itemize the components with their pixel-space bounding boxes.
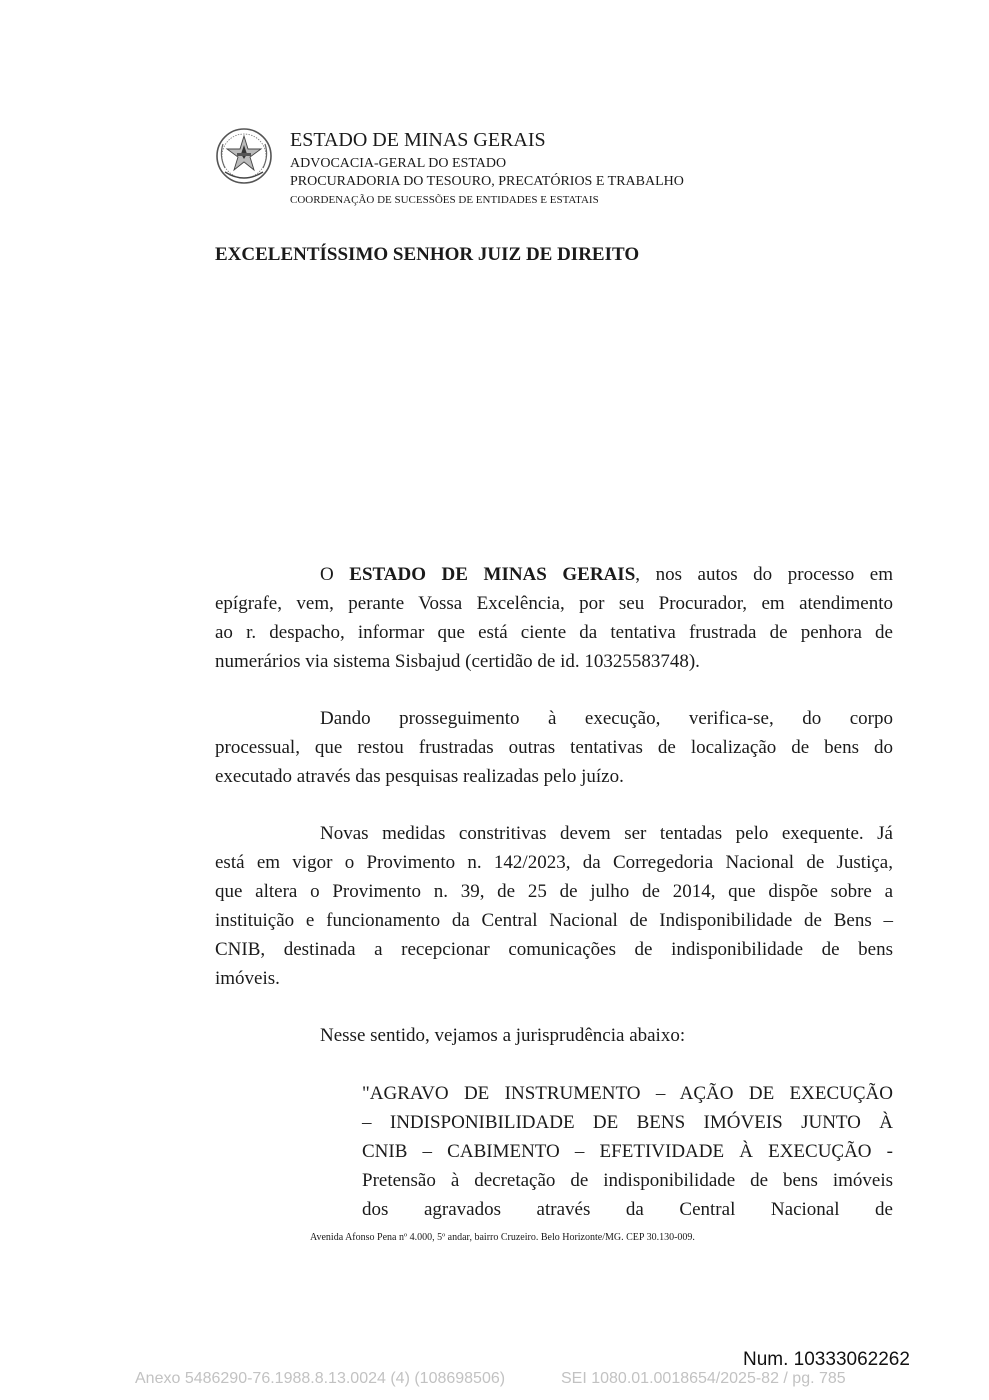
paragraph-2-line-3: executado através das pesquisas realizadas pelo juízo.	[215, 766, 624, 787]
quote-line-4: Pretensão à decretação de indisponibilidade de bens imóveis	[362, 1170, 893, 1191]
paragraph-3-line-5: CNIB, destinada a recepcionar comunicações de indisponibilidade de bens	[215, 939, 893, 960]
paragraph-1-line-2: epígrafe, vem, perante Vossa Excelência, por seu Procurador, em atendimento	[215, 593, 893, 614]
paragraph-4: Nesse sentido, vejamos a jurisprudência abaixo:	[320, 1025, 686, 1046]
header-state: ESTADO DE MINAS GERAIS	[290, 129, 546, 151]
quote-line-5: dos agravados através da Central Nacional de	[362, 1199, 893, 1220]
header-office: PROCURADORIA DO TESOURO, PRECATÓRIOS E TRABALHO	[290, 174, 684, 189]
paragraph-1-bold-entity: ESTADO DE MINAS GERAIS	[349, 564, 636, 585]
paragraph-1-line-1	[320, 562, 893, 588]
paragraph-3-line-4: instituição e funcionamento da Central Nacional de Indisponibilidade de Bens –	[215, 910, 893, 931]
addressee-heading: EXCELENTÍSSIMO SENHOR JUIZ DE DIREITO	[215, 244, 640, 265]
paragraph-3-line-1: Novas medidas constritivas devem ser tentadas pelo exequente. Já	[320, 823, 893, 844]
paragraph-1-line-4: numerários via sistema Sisbajud (certidão de id. 10325583748).	[215, 651, 700, 672]
footer-address: Avenida Afonso Pena nº 4.000, 5º andar, bairro Cruzeiro. Belo Horizonte/MG. CEP 30.130-009.	[310, 1232, 695, 1243]
paragraph-1-suffix: , nos autos do processo em	[635, 564, 893, 585]
paragraph-2-line-1: Dando prosseguimento à execução, verifica-se, do corpo	[320, 708, 893, 729]
quote-line-3: CNIB – CABIMENTO – EFETIVIDADE À EXECUÇÃO -	[362, 1141, 893, 1162]
paragraph-1-prefix: O	[320, 564, 350, 585]
header-unit: COORDENAÇÃO DE SUCESSÕES DE ENTIDADES E ESTATAIS	[290, 194, 599, 206]
annex-reference: Anexo 5486290-76.1988.8.13.0024 (4) (108698506)	[135, 1370, 506, 1387]
paragraph-3-line-6: imóveis.	[215, 968, 280, 989]
coat-of-arms-seal	[215, 126, 273, 186]
paragraph-3-line-2: está em vigor o Provimento n. 142/2023, da Corregedoria Nacional de Justiça,	[215, 852, 893, 873]
paragraph-3-line-3: que altera o Provimento n. 39, de 25 de julho de 2014, que dispõe sobre a	[215, 881, 893, 902]
sei-page-reference: SEI 1080.01.0018654/2025-82 / pg. 785	[561, 1370, 846, 1387]
quote-line-2: – INDISPONIBILIDADE DE BENS IMÓVEIS JUNTO À	[362, 1112, 893, 1133]
header-agency: ADVOCACIA-GERAL DO ESTADO	[290, 156, 507, 171]
paragraph-2-line-2: processual, que restou frustradas outras tentativas de localização de bens do	[215, 737, 893, 758]
document-number: Num. 10333062262	[743, 1349, 910, 1370]
paragraph-1-line-3: ao r. despacho, informar que está ciente da tentativa frustrada de penhora de	[215, 622, 893, 643]
quote-line-1: "AGRAVO DE INSTRUMENTO – AÇÃO DE EXECUÇÃO	[362, 1083, 893, 1104]
